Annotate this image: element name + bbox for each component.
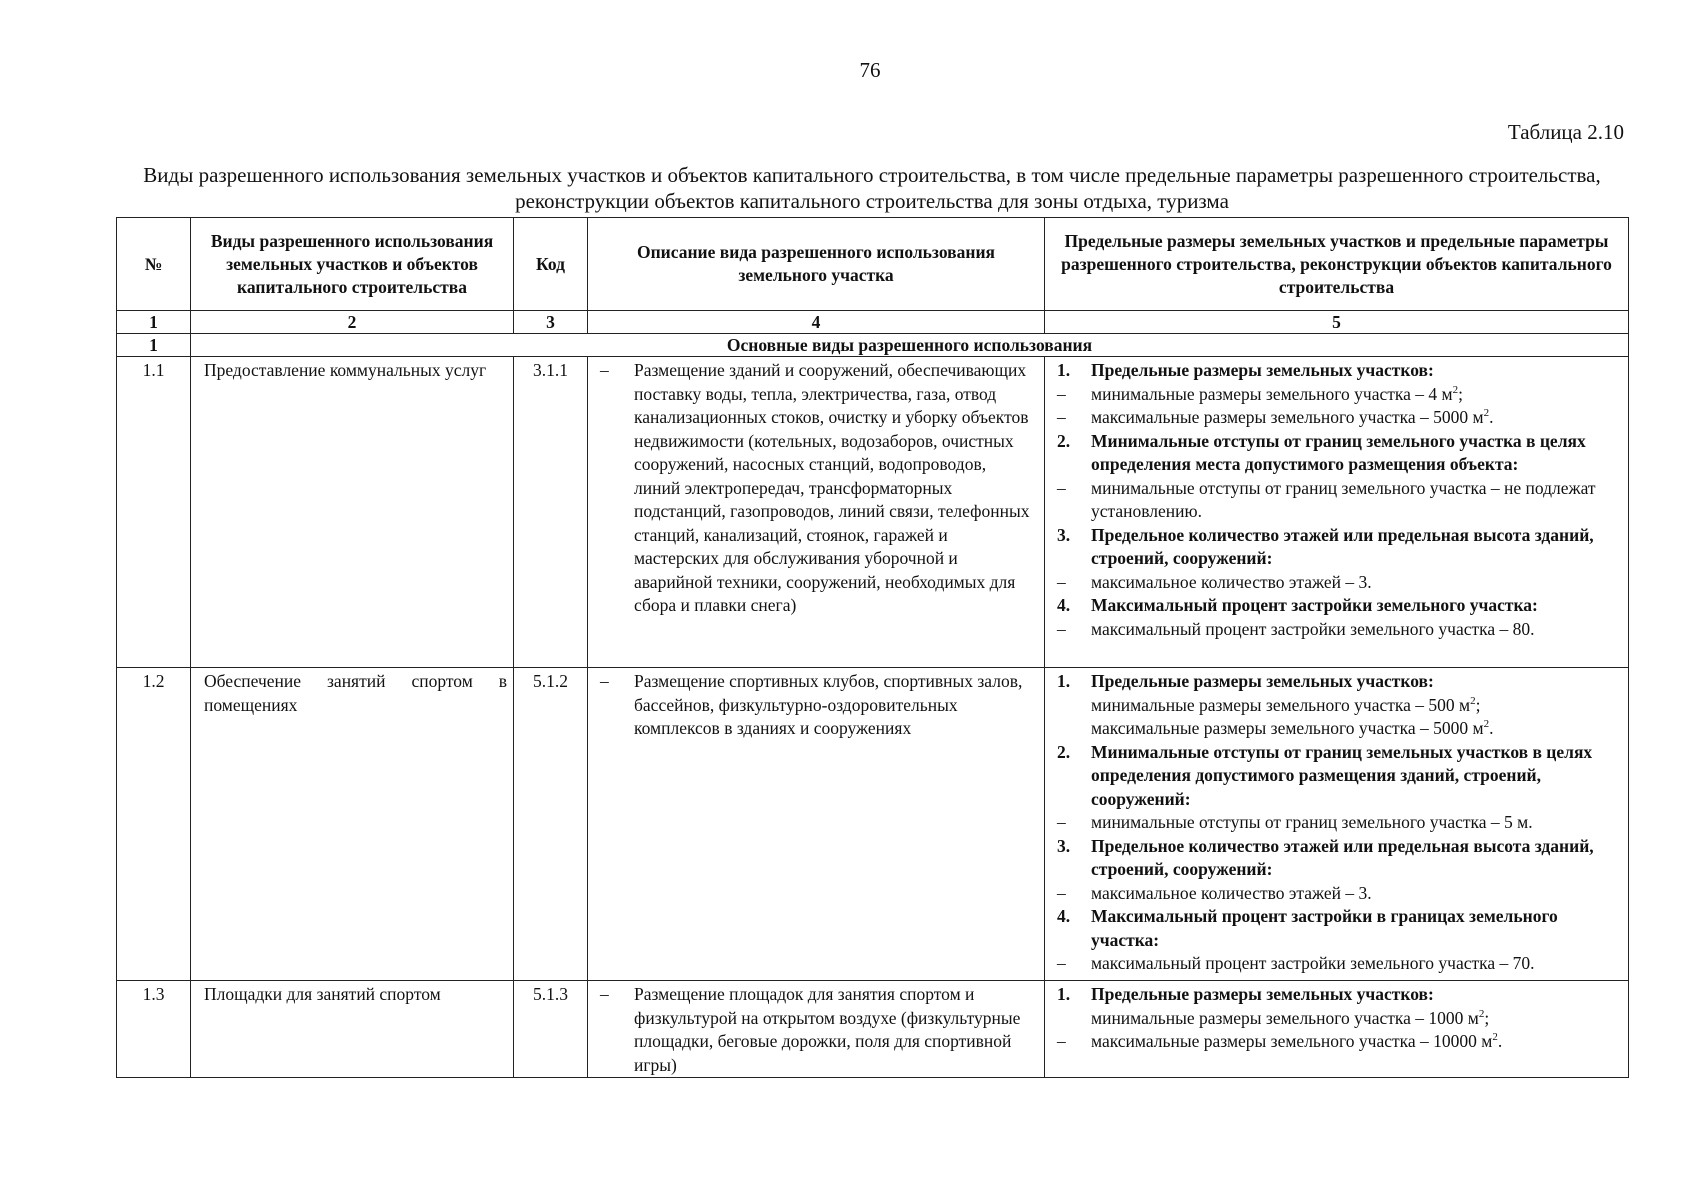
parameter-item xyxy=(1057,952,1622,976)
parameter-text-wrap xyxy=(1091,835,1622,882)
parameter-text: максимальный процент застройки земельного участка – 70. xyxy=(1091,953,1535,973)
parameter-heading xyxy=(1057,359,1622,383)
table-caption: Виды разрешенного использования земельных участков и объектов капитального строительства, в том числе предельные параметры разрешенного строительства, реконструкции объектов капитального строительства для зоны отдыха, туризма xyxy=(143,163,1601,213)
parameter-item xyxy=(1057,811,1622,835)
parameter-heading xyxy=(1057,670,1622,694)
dash-marker: – xyxy=(600,360,609,380)
item-marker: – xyxy=(1057,383,1066,404)
item-marker: – xyxy=(1057,953,1066,973)
parameter-text-wrap xyxy=(1091,670,1622,694)
parameter-text: Предельное количество этажей или предельная высота зданий, строений, сооружений: xyxy=(1091,835,1594,879)
parameter-text: минимальные отступы от границ земельного участка – не подлежат установлению. xyxy=(1091,477,1596,521)
parameter-text: Минимальные отступы от границ земельного участка в целях определения места допустимого размещения объекта: xyxy=(1091,430,1586,474)
item-marker: – xyxy=(1057,571,1066,592)
parameter-text-wrap xyxy=(1091,477,1622,524)
row-number: 1.2 xyxy=(117,668,191,981)
section-title: Основные виды разрешенного использования xyxy=(191,334,1629,357)
item-marker: 3. xyxy=(1057,524,1071,545)
parameter-text-wrap xyxy=(1091,694,1622,718)
description-cell xyxy=(588,668,1045,981)
description-text: Размещение зданий и сооружений, обеспечивающих поставку воды, тепла, электричества, газа, отвод канализационных стоков, очистку и уборку объектов недвижимости (котельных, водозаборов, очистных сооружений, насосных станций, водопроводов, линий электропередач, трансформаторных подстанций, газопроводов, линий связи, телефонных станций, канализаций, стоянок, гаражей и мастерских для обслуживания уборочной и аварийной техники, сооружений, необходимых для сбора и плавки снега) xyxy=(634,360,1030,615)
parameter-text-wrap xyxy=(1091,594,1622,618)
item-marker: 1. xyxy=(1057,671,1071,691)
parameters-cell xyxy=(1045,668,1629,981)
superscript: 2 xyxy=(1483,718,1490,731)
parameter-text-wrap xyxy=(1091,952,1622,976)
item-marker xyxy=(1057,694,1091,718)
parameter-text: максимальные размеры земельного участка – 5000 м xyxy=(1091,718,1484,738)
table-row xyxy=(117,668,1629,981)
parameter-item xyxy=(1057,383,1622,407)
row-number: 1.1 xyxy=(117,357,191,668)
use-type-name: Предоставление коммунальных услуг xyxy=(191,357,514,668)
section-row xyxy=(117,334,1629,357)
use-code: 5.1.3 xyxy=(514,981,588,1078)
column-number: 4 xyxy=(588,311,1045,334)
item-marker: 1. xyxy=(1057,984,1071,1004)
superscript: 2 xyxy=(1470,694,1476,707)
parameter-text-wrap xyxy=(1091,359,1622,383)
item-marker: 2. xyxy=(1057,430,1071,451)
header-use-type: Виды разрешенного использования земельных участков и объектов капитального строительства xyxy=(191,218,514,311)
parameter-item xyxy=(1057,618,1622,642)
parameter-text-wrap xyxy=(1091,882,1622,906)
description-text: Размещение площадок для занятия спортом и физкультурой на открытом воздухе (физкультурные площадки, беговые дорожки, поля для спортивной игры) xyxy=(634,984,1021,1075)
column-number: 1 xyxy=(117,311,191,334)
punctuation: ; xyxy=(1458,383,1463,404)
parameter-text-wrap xyxy=(1091,1030,1622,1054)
parameter-text-wrap xyxy=(1091,524,1622,571)
table-row xyxy=(117,981,1629,1078)
superscript: 2 xyxy=(1452,383,1459,396)
table-row xyxy=(117,357,1629,668)
parameter-text: минимальные размеры земельного участка – 500 м xyxy=(1091,694,1471,715)
parameters-cell xyxy=(1045,357,1629,668)
use-code: 5.1.2 xyxy=(514,668,588,981)
parameter-heading xyxy=(1057,430,1622,477)
parameter-item xyxy=(1057,717,1622,741)
superscript: 2 xyxy=(1478,1007,1485,1020)
item-marker: – xyxy=(1057,1031,1066,1051)
parameter-text-wrap xyxy=(1091,383,1622,407)
parameter-heading xyxy=(1057,524,1622,571)
column-number: 5 xyxy=(1045,311,1629,334)
parameter-text-wrap xyxy=(1091,571,1622,595)
parameter-text-wrap xyxy=(1091,430,1622,477)
header-code: Код xyxy=(514,218,588,311)
parameter-text-wrap xyxy=(1091,618,1622,642)
item-marker: – xyxy=(1057,477,1066,498)
dash-marker: – xyxy=(600,984,609,1004)
header-parameters: Предельные размеры земельных участков и предельные параметры разрешенного строительства, реконструкции объектов капитального строительства xyxy=(1045,218,1629,311)
item-marker: 1. xyxy=(1057,360,1071,380)
parameter-item xyxy=(1057,1007,1622,1031)
column-number: 2 xyxy=(191,311,514,334)
page-number: 76 xyxy=(859,58,881,82)
header-number: № xyxy=(117,218,191,311)
item-marker: – xyxy=(1057,407,1066,427)
parameter-heading xyxy=(1057,905,1622,952)
parameter-text: минимальные размеры земельного участка – 4 м xyxy=(1091,383,1453,404)
description-text: Размещение спортивных клубов, спортивных залов, бассейнов, физкультурно-оздоровительных комплексов в зданиях и сооружениях xyxy=(634,671,1023,738)
parameter-item xyxy=(1057,406,1622,430)
parameter-text: минимальные размеры земельного участка – 1000 м xyxy=(1091,1007,1479,1028)
parameter-text-wrap xyxy=(1091,717,1622,741)
parameter-text-wrap xyxy=(1091,811,1622,835)
parameter-text: минимальные отступы от границ земельного участка – 5 м. xyxy=(1091,812,1533,832)
item-marker: – xyxy=(1057,812,1066,832)
parameter-text-wrap xyxy=(1091,983,1622,1007)
parameter-text-wrap xyxy=(1091,1007,1622,1031)
parameter-text: Минимальные отступы от границ земельных участков в целях определения допустимого размещения зданий, строений, сооружений: xyxy=(1091,741,1593,809)
column-number: 3 xyxy=(514,311,588,334)
item-marker: 2. xyxy=(1057,741,1071,762)
parameter-heading xyxy=(1057,835,1622,882)
header-row xyxy=(117,218,1629,311)
parameter-text: Предельные размеры земельных участков: xyxy=(1091,360,1434,380)
punctuation: . xyxy=(1489,407,1494,427)
superscript: 2 xyxy=(1492,1031,1498,1044)
parameter-heading xyxy=(1057,741,1622,812)
punctuation: ; xyxy=(1475,694,1481,715)
parameter-item xyxy=(1057,571,1622,595)
parameter-text: максимальные размеры земельного участка – 5000 м xyxy=(1091,407,1484,427)
parameter-text-wrap xyxy=(1091,741,1622,812)
parameter-text: максимальное количество этажей – 3. xyxy=(1091,882,1372,903)
item-marker xyxy=(1057,717,1091,741)
item-marker: 4. xyxy=(1057,595,1071,615)
punctuation: . xyxy=(1489,718,1494,738)
parameter-text: Максимальный процент застройки земельного участка: xyxy=(1091,595,1538,615)
superscript: 2 xyxy=(1483,407,1490,420)
parameter-text: Максимальный процент застройки в границах земельного участка: xyxy=(1091,906,1558,950)
description-cell xyxy=(588,981,1045,1078)
parameter-item xyxy=(1057,477,1622,524)
use-type-name: Обеспечение занятий спортом в помещениях xyxy=(191,668,514,981)
column-number-row xyxy=(117,311,1629,334)
parameter-text: Предельное количество этажей или предельная высота зданий, строений, сооружений: xyxy=(1091,524,1594,568)
item-marker: – xyxy=(1057,618,1066,639)
item-marker: 4. xyxy=(1057,906,1071,926)
table-label: Таблица 2.10 xyxy=(1507,120,1624,144)
parameter-text: максимальное количество этажей – 3. xyxy=(1091,571,1372,592)
description-cell xyxy=(588,357,1045,668)
use-type-name: Площадки для занятий спортом xyxy=(191,981,514,1078)
parameter-text-wrap xyxy=(1091,406,1622,430)
item-marker: – xyxy=(1057,882,1066,903)
parameter-item xyxy=(1057,694,1622,718)
parameter-text: Предельные размеры земельных участков: xyxy=(1091,984,1434,1004)
use-code: 3.1.1 xyxy=(514,357,588,668)
section-number: 1 xyxy=(117,334,191,357)
header-description: Описание вида разрешенного использования земельного участка xyxy=(588,218,1045,311)
parameter-heading xyxy=(1057,983,1622,1007)
land-use-table xyxy=(116,217,1629,1078)
parameter-heading xyxy=(1057,594,1622,618)
parameter-text: максимальный процент застройки земельного участка – 80. xyxy=(1091,618,1535,639)
punctuation: . xyxy=(1497,1031,1503,1051)
item-marker: 3. xyxy=(1057,835,1071,856)
dash-marker: – xyxy=(600,671,609,691)
item-marker xyxy=(1057,1007,1091,1031)
parameter-item xyxy=(1057,882,1622,906)
parameters-cell xyxy=(1045,981,1629,1078)
parameter-text: максимальные размеры земельного участка – 10000 м xyxy=(1091,1031,1493,1051)
parameter-text: Предельные размеры земельных участков: xyxy=(1091,671,1434,691)
row-number: 1.3 xyxy=(117,981,191,1078)
parameter-item xyxy=(1057,1030,1622,1054)
punctuation: ; xyxy=(1484,1007,1490,1028)
parameter-text-wrap xyxy=(1091,905,1622,952)
